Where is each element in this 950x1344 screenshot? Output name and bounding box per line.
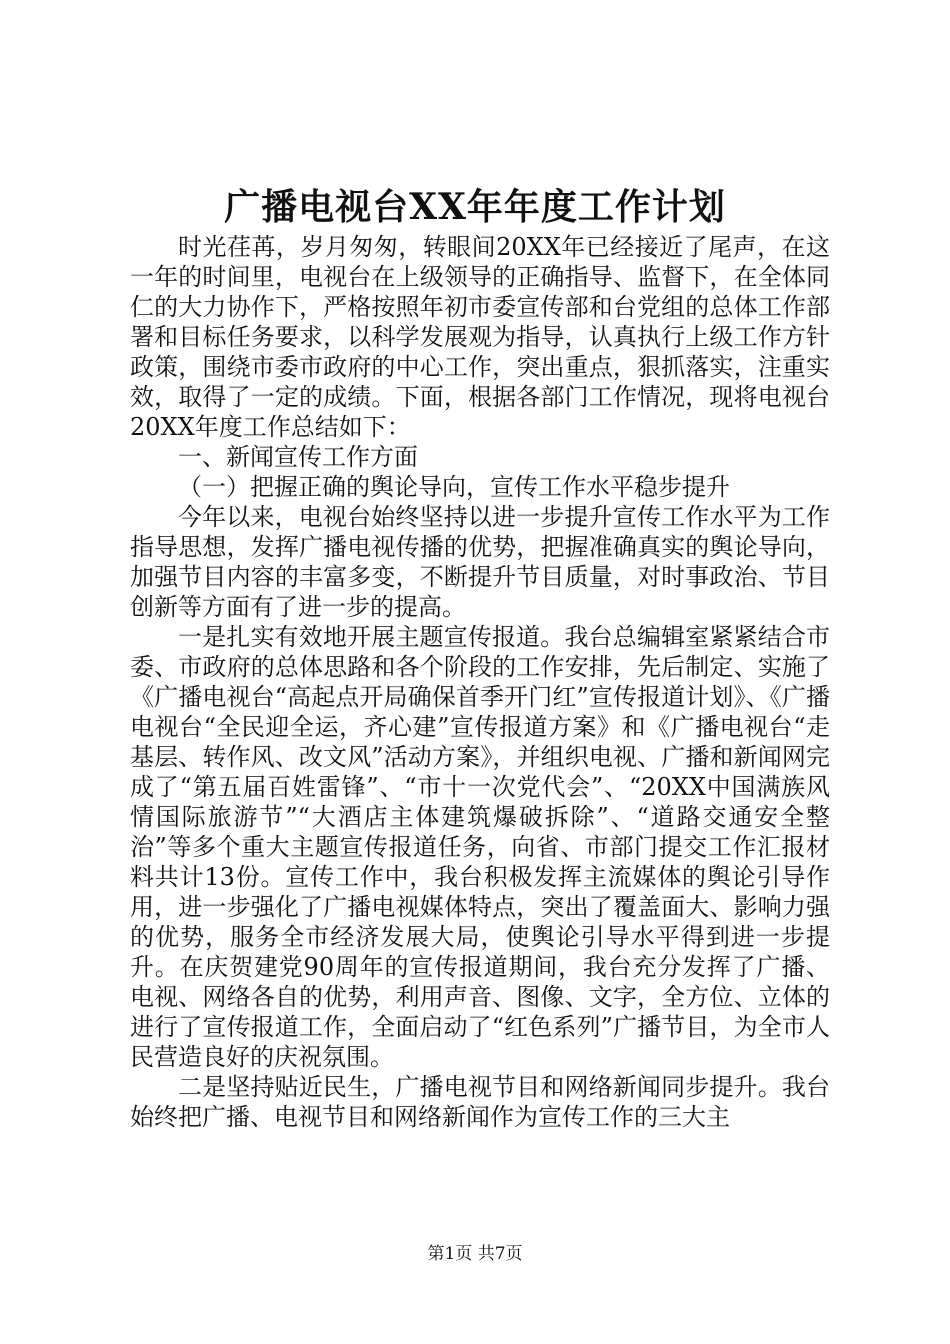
body-paragraph: 时光荏苒，岁月匆匆，转眼间20XX年已经接近了尾声，在这一年的时间里，电视台在上级领导的正确指导、监督下，在全体同仁的大力协作下，严格按照年初市委宣传部和台党组的总体工作部署和目标任务要求，以科学发展观为指导，认真执行上级工作方针政策，围绕市委市政府的中心工作，突出重点，狠抓落实，注重实效，取得了一定的成绩。下面，根据各部门工作情况，现将电视台20XX年度工作总结如下：	[130, 233, 830, 441]
section-heading: 一、新闻宣传工作方面	[178, 443, 418, 471]
body-paragraph: 今年以来，电视台始终坚持以进一步提升宣传工作水平为工作指导思想，发挥广播电视传播的优势，把握准确真实的舆论导向，加强节目内容的丰富多变，不断提升节目质量，对时事政治、节目创新等方面有了进一步的提高。	[130, 503, 830, 621]
document-title: 广播电视台XX年年度工作计划	[224, 186, 726, 228]
document-body	[130, 232, 830, 1132]
subsection-heading: （一）把握正确的舆论导向，宣传工作水平稳步提升	[178, 473, 730, 501]
page-footer: 第1页 共7页	[427, 1244, 523, 1264]
body-paragraph: 一是扎实有效地开展主题宣传报道。我台总编辑室紧紧结合市委、市政府的总体思路和各个阶段的工作安排，先后制定、实施了《广播电视台“高起点开局确保首季开门红”宣传报道计划》、《广播电视台“全民迎全运，齐心建”宣传报道方案》和《广播电视台“走基层、转作风、改文风”活动方案》，并组织电视、广播和新闻网完成了“第五届百姓雷锋”、“市十一次党代会”、“20XX中国满族风情国际旅游节”“大酒店主体建筑爆破拆除”、“道路交通安全整治”等多个重大主题宣传报道任务，向省、市部门提交工作汇报材料共计13份。宣传工作中，我台积极发挥主流媒体的舆论引导作用，进一步强化了广播电视媒体特点，突出了覆盖面大、影响力强的优势，服务全市经济发展大局，使舆论引导水平得到进一步提升。在庆贺建党90周年的宣传报道期间，我台充分发挥了广播、电视、网络各自的优势，利用声音、图像、文字，全方位、立体的进行了宣传报道工作，全面启动了“红色系列”广播节目，为全市人民营造良好的庆祝氛围。	[130, 623, 830, 1071]
body-paragraph: 二是坚持贴近民生，广播电视节目和网络新闻同步提升。我台始终把广播、电视节目和网络新闻作为宣传工作的三大主	[130, 1073, 830, 1131]
